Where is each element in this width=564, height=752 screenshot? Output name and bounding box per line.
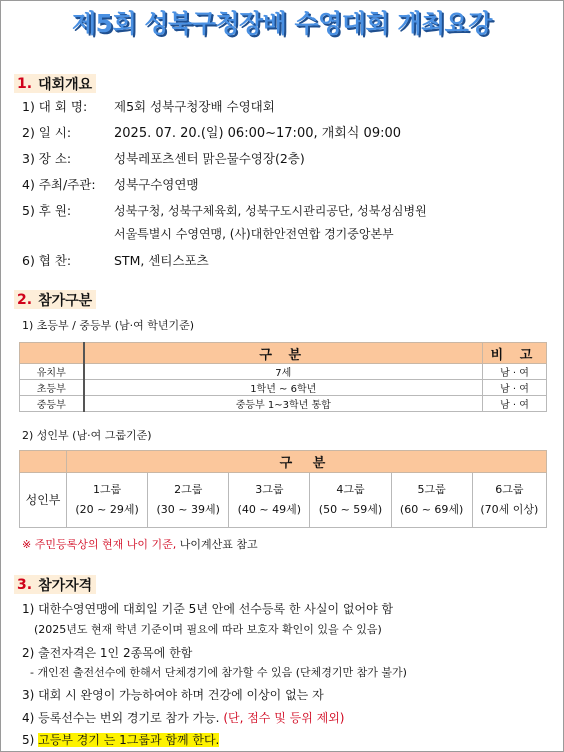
table-row <box>20 364 547 380</box>
overview-row <box>22 125 401 142</box>
age-note-text: 나이계산표 참고 <box>176 538 258 551</box>
section-number: 3. <box>17 577 33 593</box>
table-cell: 7세 <box>84 364 483 380</box>
group-range: (70세 이상) <box>480 503 539 516</box>
row-value: 성북구수영연맹 <box>114 177 199 192</box>
overview-row <box>22 253 209 269</box>
row-value: STM, 센티스포츠 <box>114 253 209 268</box>
group-range: (40 ~ 49세) <box>237 503 302 516</box>
group-name: 6그룹 <box>495 483 524 496</box>
age-note-red: ※ 주민등록상의 현재 나이 기준, <box>22 538 177 551</box>
row-label: 2) 일 시: <box>22 125 72 140</box>
row-value: 2025. 07. 20.(일) 06:00~17:00, 개회식 09:00 <box>114 126 402 141</box>
table-row <box>20 380 547 396</box>
table-cell: 남 · 여 <box>483 396 547 412</box>
row-label: 1) 대 회 명: <box>22 99 88 114</box>
table-cell: 남 · 여 <box>483 380 547 396</box>
section-title: 대회개요 <box>38 77 93 93</box>
page-title: 제5회 성북구청장배 수영대회 개최요강 <box>72 9 492 38</box>
group-cell <box>310 473 391 528</box>
eligibility-item <box>22 732 219 748</box>
group-name: 2그룹 <box>174 483 203 496</box>
group-name: 4그룹 <box>336 483 365 496</box>
row-value: 서울특별시 수영연맹, (사)대한안전연합 경기중앙본부 <box>114 227 394 241</box>
group-cell <box>391 473 472 528</box>
row-label: 3) 장 소: <box>22 151 72 166</box>
section-title: 참가구분 <box>38 293 93 309</box>
eligibility-item: 3) 대회 시 완영이 가능하여야 하며 건강에 이상이 없는 자 <box>22 688 324 702</box>
row-value: 제5회 성북구청장배 수영대회 <box>114 99 275 114</box>
table-row <box>20 473 547 528</box>
table-cell: 초등부 <box>20 380 84 396</box>
subsection-title: 2) 성인부 (남·여 그룹기준) <box>22 429 152 442</box>
section-number: 1. <box>17 76 33 92</box>
eligibility-item-note: (2025년도 현재 학년 기준이며 필요에 따라 보호자 확인이 있을 수 있음) <box>34 623 382 636</box>
eligibility-text: 4) 등록선수는 번외 경기로 참가 가능. <box>22 711 220 725</box>
row-label: 5) 후 원: <box>22 203 72 218</box>
eligibility-number: 5) <box>22 733 35 747</box>
table-row <box>20 396 547 412</box>
group-name: 5그룹 <box>417 483 446 496</box>
group-cell <box>148 473 229 528</box>
table-cell: 중등부 <box>20 396 84 412</box>
table-header-cell: 비 고 <box>483 343 547 364</box>
section-title: 참가자격 <box>38 578 93 594</box>
eligibility-highlight: 고등부 경기 는 1그룹과 함께 한다. <box>38 733 220 747</box>
eligibility-item: 2) 출전자격은 1인 2종목에 한함 <box>22 646 193 660</box>
eligibility-item <box>22 710 345 726</box>
section-heading-eligibility <box>14 575 96 594</box>
group-range: (50 ~ 59세) <box>318 503 383 516</box>
table-cell: 남 · 여 <box>483 364 547 380</box>
group-range: (60 ~ 69세) <box>399 503 464 516</box>
table-cell: 중등부 1~3학년 통합 <box>84 396 483 412</box>
overview-row <box>22 203 427 219</box>
table-header-cell <box>20 343 84 364</box>
eligibility-exception: (단, 점수 및 등위 제외) <box>219 711 345 725</box>
adult-category-table <box>19 450 547 528</box>
table-header-cell <box>20 451 67 473</box>
overview-row <box>22 151 305 167</box>
group-name: 1그룹 <box>92 483 122 496</box>
table-cell: 1학년 ~ 6학년 <box>84 380 483 396</box>
section-number: 2. <box>17 292 33 308</box>
group-range: (20 ~ 29세) <box>75 503 139 516</box>
eligibility-item: 1) 대한수영연맹에 대회일 기준 5년 안에 선수등록 한 사실이 없어야 함 <box>22 602 394 616</box>
table-row-header: 성인부 <box>20 473 67 528</box>
overview-row <box>22 99 275 115</box>
row-label: 6) 협 찬: <box>22 253 72 268</box>
group-cell <box>229 473 310 528</box>
group-cell <box>472 473 546 528</box>
group-range: (30 ~ 39세) <box>156 503 220 516</box>
eligibility-item-note: - 개인전 출전선수에 한해서 단체경기에 참가할 수 있음 (단체경기만 참가 불가) <box>30 666 407 679</box>
row-value: 성북구청, 성북구체육회, 성북구도시관리공단, 성북성심병원 <box>114 204 427 218</box>
section-heading-overview <box>14 74 96 93</box>
group-name: 3그룹 <box>255 483 284 496</box>
overview-row-continued <box>114 226 394 242</box>
table-header-cell: 구 분 <box>67 451 547 473</box>
overview-row <box>22 177 199 193</box>
group-cell <box>67 473 148 528</box>
table-header-cell: 구 분 <box>84 343 483 364</box>
row-value: 성북레포츠센터 맑은물수영장(2층) <box>114 151 305 166</box>
age-note <box>22 537 258 553</box>
section-heading-categories <box>14 290 96 309</box>
youth-category-table <box>19 342 547 412</box>
subsection-title: 1) 초등부 / 중등부 (남·여 학년기준) <box>22 319 195 332</box>
row-label: 4) 주최/주관: <box>22 177 96 192</box>
table-cell: 유치부 <box>20 364 84 380</box>
